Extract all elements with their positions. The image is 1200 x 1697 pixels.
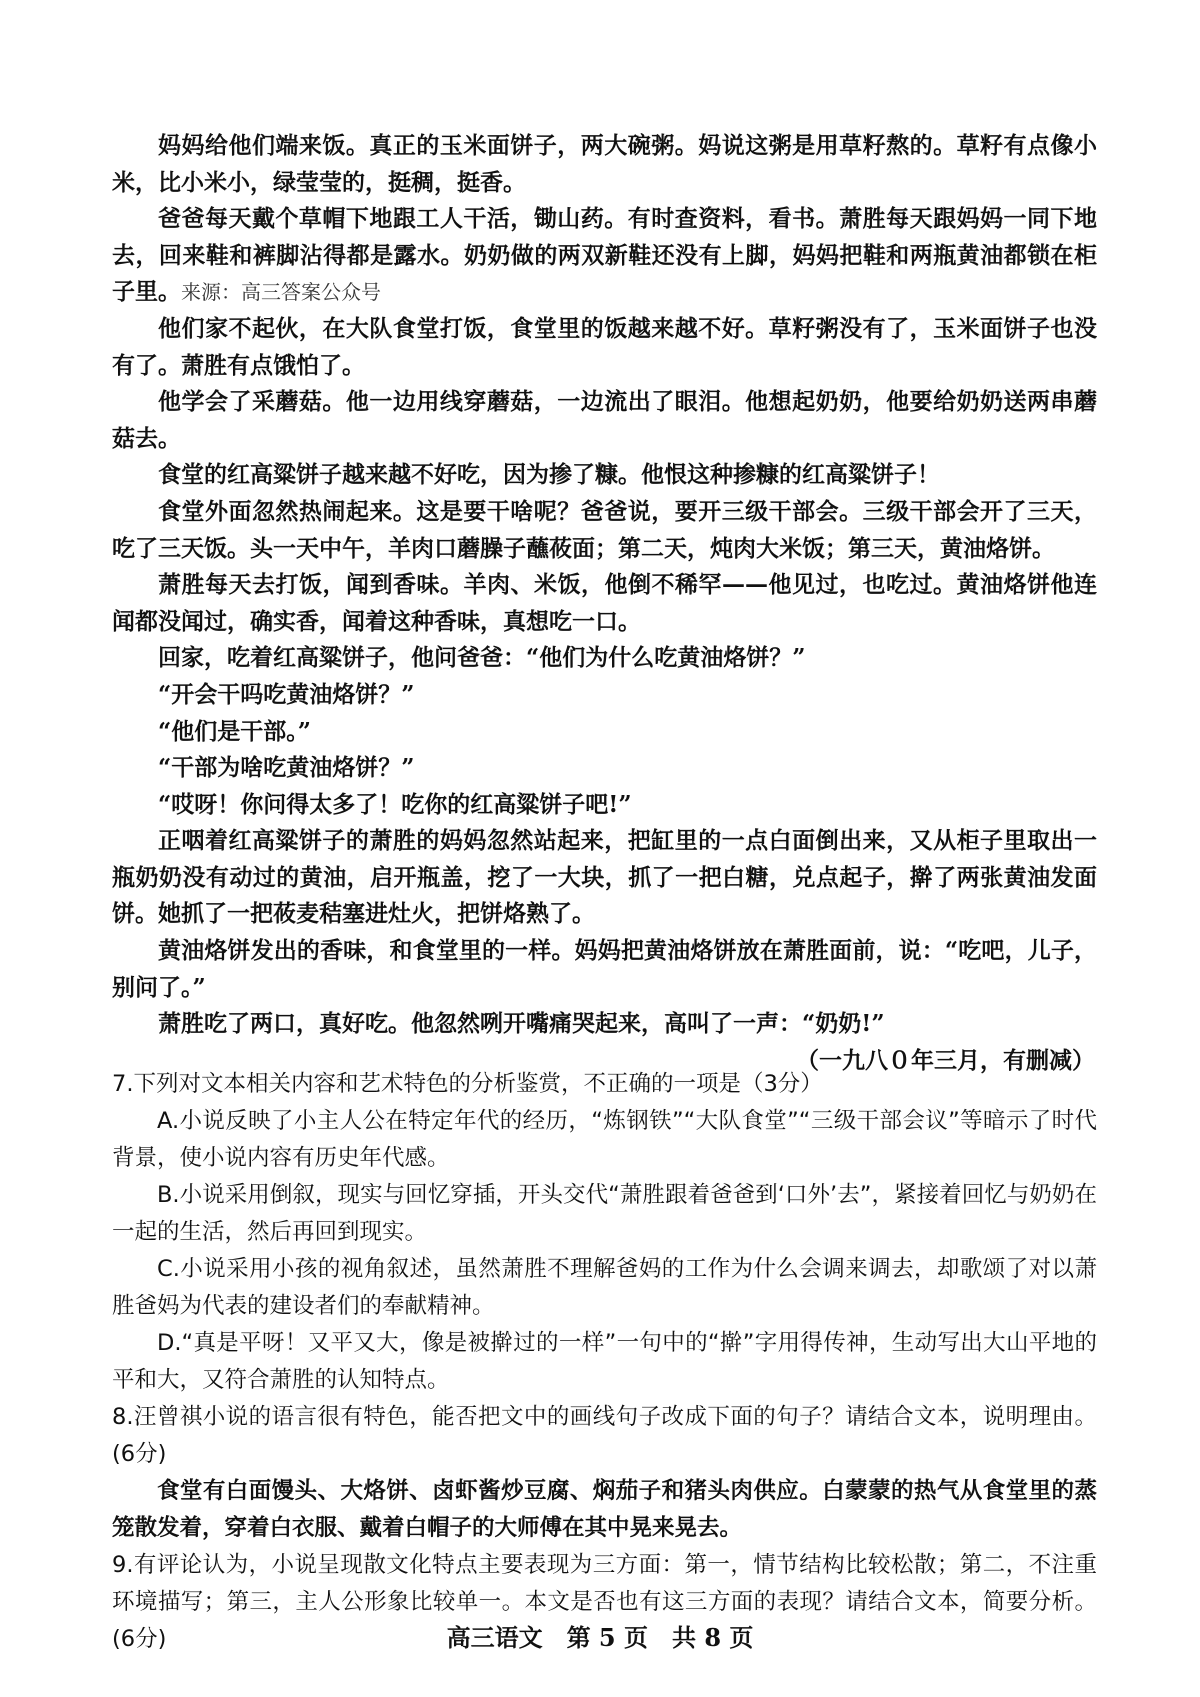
question-7-stem: 7.下列对文本相关内容和艺术特色的分析鉴赏，不正确的一项是（3分） — [112, 1071, 823, 1097]
story-paragraph: 黄油烙饼发出的香味，和食堂里的一样。妈妈把黄油烙饼放在萧胜面前，说：“吃吧，儿子，别问了。” — [112, 937, 1097, 1001]
dialogue-line: “干部为啥吃黄油烙饼？” — [158, 754, 415, 782]
question-8-quote: 食堂有白面馒头、大烙饼、卤虾酱炒豆腐、焖茄子和猪头肉供应。白蒙蒙的热气从食堂里的蒸笼散发着，穿着白衣服、戴着白帽子的大师傅在其中晃来晃去。 — [112, 1478, 1097, 1541]
dialogue-line: “开会干吗吃黄油烙饼？” — [158, 680, 415, 708]
question-7-option-d: D.“真是平呀！又平又大，像是被擀过的一样”一句中的“擀”字用得传神，生动写出大山平地的平和大，又符合萧胜的认知特点。 — [112, 1330, 1097, 1393]
story-paragraph: 萧胜每天去打饭，闻到香味。羊肉、米饭，他倒不稀罕——他见过，也吃过。黄油烙饼他连闻都没闻过，确实香，闻着这种香味，真想吃一口。 — [112, 571, 1097, 635]
question-section — [112, 1066, 1097, 1658]
story-date-note: （一九八０年三月，有删减） — [796, 1046, 1095, 1074]
story-paragraph: 回家，吃着红高粱饼子，他问爸爸：“他们为什么吃黄油烙饼？” — [158, 644, 806, 672]
story-text: 爸爸每天戴个草帽下地跟工人干活，锄山药。有时查资料，看书。萧胜每天跟妈妈一同下地去，回来鞋和裤脚沾得都是露水。奶奶做的两双新鞋还没有上脚，妈妈把鞋和两瓶黄油都锁在柜子里。 — [112, 205, 1097, 306]
story-paragraph: 他学会了采蘑菇。他一边用线穿蘑菇，一边流出了眼泪。他想起奶奶，他要给奶奶送两串蘑菇去。 — [112, 388, 1097, 452]
question-8-stem: 8.汪曾祺小说的语言很有特色，能否把文中的画线句子改成下面的句子？请结合文本，说明理由。(6分) — [112, 1404, 1097, 1467]
story-excerpt — [112, 128, 1097, 1079]
dialogue-line: “哎呀！你问得太多了！吃你的红高粱饼子吧!” — [158, 790, 632, 818]
source-note: 来源：高三答案公众号 — [181, 280, 381, 305]
story-paragraph: 他们家不起伙，在大队食堂打饭，食堂里的饭越来越不好。草籽粥没有了，玉米面饼子也没有了。萧胜有点饿怕了。 — [112, 314, 1097, 379]
story-paragraph: 正咽着红高粱饼子的萧胜的妈妈忽然站起来，把缸里的一点白面倒出来，又从柜子里取出一瓶奶奶没有动过的黄油，启开瓶盖，挖了一大块，抓了一把白糖，兑点起子，擀了两张黄油发面饼。她抓了一把莜麦秸塞进灶火，把饼烙熟了。 — [112, 827, 1097, 928]
story-paragraph: 食堂的红高粱饼子越来越不好吃，因为掺了糠。他恨这种掺糠的红高粱饼子！ — [158, 461, 940, 489]
question-7-option-a: A.小说反映了小主人公在特定年代的经历，“炼钢铁”“大队食堂”“三级干部会议”等暗示了时代背景，使小说内容有历史年代感。 — [112, 1108, 1097, 1171]
story-paragraph — [112, 201, 1097, 311]
question-7-option-b: B.小说采用倒叙，现实与回忆穿插，开头交代“萧胜跟着爸爸到‘口外’去”，紧接着回忆与奶奶在一起的生活，然后再回到现实。 — [112, 1182, 1097, 1245]
story-paragraph: 妈妈给他们端来饭。真正的玉米面饼子，两大碗粥。妈说这粥是用草籽熬的。草籽有点像小米，比小米小，绿莹莹的，挺稠，挺香。 — [112, 132, 1097, 196]
page-footer: 高三语文 第 5 页 共 8 页 — [446, 1623, 754, 1652]
dialogue-line: “他们是干部。” — [158, 717, 311, 745]
story-paragraph: 萧胜吃了两口，真好吃。他忽然咧开嘴痛哭起来，高叫了一声：“奶奶!” — [158, 1010, 885, 1038]
story-paragraph: 食堂外面忽然热闹起来。这是要干啥呢？爸爸说，要开三级干部会。三级干部会开了三天，吃了三天饭。头一天中午，羊肉口蘑臊子蘸莜面；第二天，炖肉大米饭；第三天，黄油烙饼。 — [112, 497, 1097, 562]
question-7-option-c: C.小说采用小孩的视角叙述，虽然萧胜不理解爸妈的工作为什么会调来调去，却歌颂了对以萧胜爸妈为代表的建设者们的奉献精神。 — [112, 1256, 1097, 1319]
question-9-stem: 9.有评论认为，小说呈现散文化特点主要表现为三方面：第一，情节结构比较松散；第二，不注重环境描写；第三，主人公形象比较单一。本文是否也有这三方面的表现？请结合文本，简要分析。(6分) — [112, 1552, 1097, 1652]
